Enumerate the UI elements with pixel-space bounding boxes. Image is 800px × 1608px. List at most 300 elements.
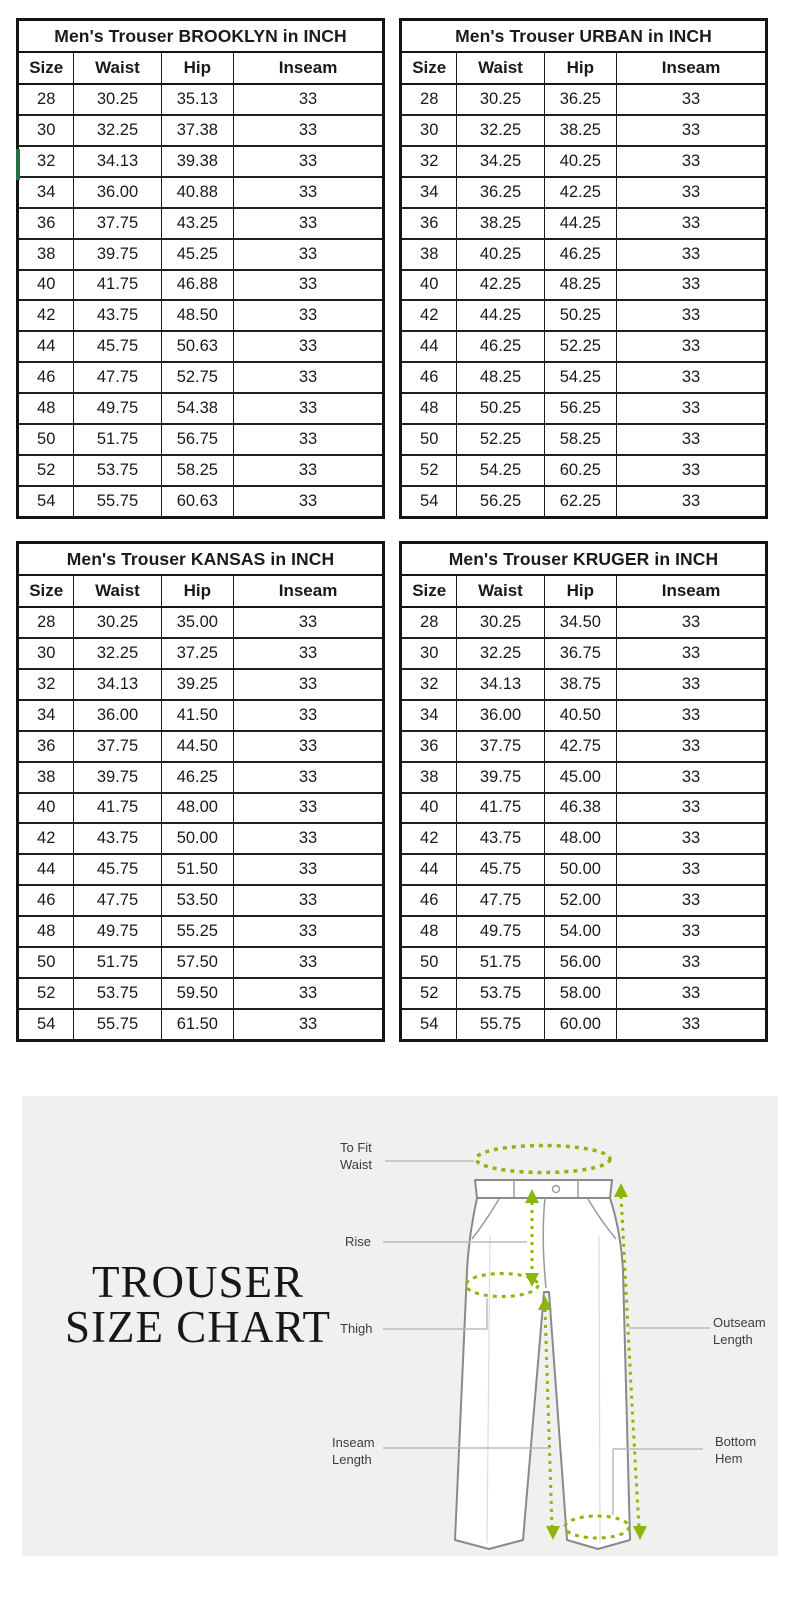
- table-body: [402, 85, 765, 516]
- cell: 33: [616, 85, 765, 114]
- cell: 52: [37, 461, 56, 480]
- cell: 34.13: [73, 147, 160, 176]
- table-row-size-38: [402, 240, 765, 271]
- cell: 32.25: [456, 116, 543, 145]
- cell: 51.75: [73, 948, 160, 977]
- cell: 38: [37, 244, 56, 263]
- cell: 30: [37, 643, 56, 662]
- cell: 60.00: [544, 1010, 617, 1039]
- table-row-size-46: [402, 886, 765, 917]
- cell: 46.25: [161, 763, 234, 792]
- cell: 51.75: [456, 948, 543, 977]
- cell: 33: [616, 178, 765, 207]
- cell: 38: [420, 767, 439, 786]
- table-row-size-50: [402, 948, 765, 979]
- cell: 33: [616, 116, 765, 145]
- cell: 33: [233, 301, 382, 330]
- table-row-size-32: [19, 147, 382, 178]
- cell: 42: [420, 306, 439, 325]
- cell: 28: [420, 89, 439, 108]
- cell: 41.75: [456, 794, 543, 823]
- cell: 33: [233, 948, 382, 977]
- cell: 39.25: [161, 670, 234, 699]
- cell: 33: [233, 85, 382, 114]
- cell: 36: [420, 213, 439, 232]
- cell: 33: [616, 732, 765, 761]
- table-header-row: [402, 576, 765, 608]
- cell: 48: [37, 399, 56, 418]
- cell: 34.25: [456, 147, 543, 176]
- table-row-size-40: [19, 794, 382, 825]
- cell: 35.13: [161, 85, 234, 114]
- cell: 50.25: [456, 394, 543, 423]
- cell: 45.75: [456, 855, 543, 884]
- table-header-row: [19, 576, 382, 608]
- cell: 33: [233, 332, 382, 361]
- table-row-size-54: [19, 487, 382, 516]
- column-header-hip: Hip: [161, 53, 234, 83]
- column-header-inseam: Inseam: [233, 53, 382, 83]
- cell: 43.75: [456, 824, 543, 853]
- table-row-size-34: [19, 701, 382, 732]
- cell: 33: [233, 116, 382, 145]
- cell: 45.00: [544, 763, 617, 792]
- cell: 54: [420, 491, 439, 510]
- cell: 33: [616, 917, 765, 946]
- column-header-size: Size: [412, 581, 447, 600]
- table-row-size-52: [19, 979, 382, 1010]
- cell: 44: [37, 860, 56, 879]
- table-row-size-38: [19, 240, 382, 271]
- table-title-kansas: Men's Trouser KANSAS in INCH: [19, 544, 382, 576]
- table-row-size-32: [402, 147, 765, 178]
- table-row-size-34: [19, 178, 382, 209]
- column-header-inseam: Inseam: [616, 53, 765, 83]
- cell: 50: [37, 953, 56, 972]
- cell: 33: [233, 917, 382, 946]
- cell: 39.75: [456, 763, 543, 792]
- table-body: [402, 608, 765, 1039]
- trouser-waistband: [475, 1180, 612, 1198]
- cell: 48: [37, 922, 56, 941]
- table-row-size-30: [402, 116, 765, 147]
- table-row-size-36: [19, 732, 382, 763]
- cell: 50.00: [161, 824, 234, 853]
- cell: 54.25: [456, 456, 543, 485]
- cell: 50: [420, 953, 439, 972]
- cell: 33: [233, 209, 382, 238]
- cell: 50: [37, 430, 56, 449]
- cell: 40.88: [161, 178, 234, 207]
- cell: 50.00: [544, 855, 617, 884]
- cell: 42: [420, 829, 439, 848]
- cell: 38.75: [544, 670, 617, 699]
- table-row-size-36: [402, 209, 765, 240]
- cell: 33: [233, 456, 382, 485]
- cell: 33: [233, 763, 382, 792]
- cell: 34.13: [73, 670, 160, 699]
- table-row-size-48: [402, 394, 765, 425]
- table-row-size-30: [402, 639, 765, 670]
- cell: 54.25: [544, 363, 617, 392]
- cell: 47.75: [73, 886, 160, 915]
- label-outseam-length: Outseam Length: [713, 1315, 766, 1347]
- cell: 58.00: [544, 979, 617, 1008]
- cell: 56.75: [161, 425, 234, 454]
- cell: 30: [420, 643, 439, 662]
- cell: 33: [233, 886, 382, 915]
- cell: 37.25: [161, 639, 234, 668]
- cell: 32.25: [456, 639, 543, 668]
- label-rise: Rise: [345, 1234, 372, 1249]
- cell: 45.75: [73, 855, 160, 884]
- cell: 48.00: [161, 794, 234, 823]
- cell: 30.25: [456, 85, 543, 114]
- heading-line-1: TROUSER: [91, 1257, 305, 1307]
- table-row-size-40: [402, 794, 765, 825]
- cell: 49.75: [73, 917, 160, 946]
- cell: 59.50: [161, 979, 234, 1008]
- cell: 40: [37, 275, 56, 294]
- cell: 53.75: [73, 979, 160, 1008]
- cell: 32: [420, 674, 439, 693]
- table-row-size-52: [19, 456, 382, 487]
- cell: 43.75: [73, 301, 160, 330]
- cell: 40: [37, 798, 56, 817]
- cell: 33: [233, 855, 382, 884]
- cell: 60.25: [544, 456, 617, 485]
- cell: 62.25: [544, 487, 617, 516]
- cell: 33: [233, 608, 382, 637]
- cell: 56.25: [456, 487, 543, 516]
- cell: 33: [616, 301, 765, 330]
- cell: 36.00: [73, 178, 160, 207]
- table-row-size-34: [402, 178, 765, 209]
- cell: 33: [616, 1010, 765, 1039]
- cell: 53.50: [161, 886, 234, 915]
- table-row-size-40: [19, 271, 382, 302]
- table-row-size-42: [19, 824, 382, 855]
- cell: 33: [233, 979, 382, 1008]
- cell: 49.75: [73, 394, 160, 423]
- cell: 33: [616, 948, 765, 977]
- cell: 32.25: [73, 639, 160, 668]
- cell: 33: [616, 487, 765, 516]
- table-row-size-42: [402, 824, 765, 855]
- cell: 30.25: [73, 608, 160, 637]
- cell: 33: [233, 271, 382, 300]
- cell: 33: [616, 363, 765, 392]
- column-header-waist: Waist: [73, 576, 160, 606]
- cell: 33: [233, 363, 382, 392]
- cell: 47.75: [73, 363, 160, 392]
- cell: 41.75: [73, 794, 160, 823]
- column-header-hip: Hip: [544, 576, 617, 606]
- table-row-size-50: [402, 425, 765, 456]
- cell: 50.25: [544, 301, 617, 330]
- cell: 57.50: [161, 948, 234, 977]
- table-row-size-54: [402, 487, 765, 516]
- trouser-diagram-svg: [22, 1096, 778, 1556]
- cell: 36.00: [456, 701, 543, 730]
- table-row-size-30: [19, 116, 382, 147]
- size-chart-diagram: [22, 1096, 778, 1556]
- cell: 50.63: [161, 332, 234, 361]
- cell: 33: [233, 178, 382, 207]
- table-header-row: [402, 53, 765, 85]
- cell: 52.00: [544, 886, 617, 915]
- table-row-size-30: [19, 639, 382, 670]
- table-row-size-52: [402, 456, 765, 487]
- size-table-brooklyn: [16, 18, 385, 519]
- cell: 46.25: [456, 332, 543, 361]
- table-row-size-28: [402, 85, 765, 116]
- table-row-size-32: [19, 670, 382, 701]
- table-row-size-52: [402, 979, 765, 1010]
- table-row-size-54: [19, 1010, 382, 1039]
- cell: 33: [233, 732, 382, 761]
- cell: 46.88: [161, 271, 234, 300]
- cell: 34.13: [456, 670, 543, 699]
- cell: 48: [420, 399, 439, 418]
- trouser-illustration: [455, 1180, 630, 1549]
- cell: 33: [233, 824, 382, 853]
- column-header-hip: Hip: [544, 53, 617, 83]
- cell: 37.75: [73, 732, 160, 761]
- cell: 33: [616, 824, 765, 853]
- cell: 58.25: [544, 425, 617, 454]
- cell: 61.50: [161, 1010, 234, 1039]
- waist-measure-ellipse: [476, 1146, 610, 1173]
- cell: 46: [420, 368, 439, 387]
- cell: 41.75: [73, 271, 160, 300]
- label-to-fit-waist: To Fit Waist: [340, 1140, 373, 1172]
- table-row-size-40: [402, 271, 765, 302]
- size-table-urban: [399, 18, 768, 519]
- cell: 48.25: [544, 271, 617, 300]
- cell: 42: [37, 306, 56, 325]
- cell: 34: [420, 705, 439, 724]
- column-header-waist: Waist: [73, 53, 160, 83]
- table-row-size-46: [19, 886, 382, 917]
- label-inseam-length: Inseam Length: [332, 1435, 375, 1467]
- cell: 32.25: [73, 116, 160, 145]
- cell: 52: [420, 984, 439, 1003]
- cell: 44.25: [544, 209, 617, 238]
- cell: 43.25: [161, 209, 234, 238]
- cell: 30.25: [456, 608, 543, 637]
- column-header-hip: Hip: [161, 576, 234, 606]
- cell: 42.25: [456, 271, 543, 300]
- column-header-waist: Waist: [456, 576, 543, 606]
- selection-marker: [16, 149, 20, 180]
- table-row-size-34: [402, 701, 765, 732]
- cell: 35.00: [161, 608, 234, 637]
- cell: 36: [420, 736, 439, 755]
- trouser-body: [455, 1198, 630, 1549]
- cell: 52.25: [544, 332, 617, 361]
- cell: 30.25: [73, 85, 160, 114]
- cell: 33: [233, 639, 382, 668]
- cell: 33: [616, 394, 765, 423]
- cell: 46: [37, 891, 56, 910]
- cell: 39.75: [73, 240, 160, 269]
- table-row-size-54: [402, 1010, 765, 1039]
- cell: 34: [37, 705, 56, 724]
- cell: 30: [420, 120, 439, 139]
- cell: 54.38: [161, 394, 234, 423]
- cell: 45.25: [161, 240, 234, 269]
- table-row-size-42: [19, 301, 382, 332]
- cell: 33: [616, 701, 765, 730]
- table-row-size-28: [19, 85, 382, 116]
- cell: 38.25: [456, 209, 543, 238]
- cell: 38.25: [544, 116, 617, 145]
- cell: 41.50: [161, 701, 234, 730]
- table-row-size-28: [402, 608, 765, 639]
- table-row-size-38: [402, 763, 765, 794]
- cell: 58.25: [161, 456, 234, 485]
- cell: 33: [233, 425, 382, 454]
- cell: 55.75: [73, 487, 160, 516]
- cell: 47.75: [456, 886, 543, 915]
- cell: 33: [616, 147, 765, 176]
- cell: 49.75: [456, 917, 543, 946]
- cell: 44.50: [161, 732, 234, 761]
- cell: 52.75: [161, 363, 234, 392]
- heading-line-2: SIZE CHART: [64, 1302, 332, 1353]
- cell: 33: [616, 670, 765, 699]
- cell: 33: [616, 855, 765, 884]
- column-header-size: Size: [29, 581, 64, 600]
- cell: 33: [616, 240, 765, 269]
- label-thigh: Thigh: [340, 1321, 373, 1336]
- cell: 53.75: [456, 979, 543, 1008]
- cell: 33: [233, 794, 382, 823]
- cell: 44: [420, 860, 439, 879]
- cell: 36: [37, 213, 56, 232]
- cell: 53.75: [73, 456, 160, 485]
- cell: 46: [420, 891, 439, 910]
- cell: 55.25: [161, 917, 234, 946]
- cell: 33: [233, 240, 382, 269]
- table-row-size-48: [19, 917, 382, 948]
- table-row-size-28: [19, 608, 382, 639]
- column-header-size: Size: [412, 58, 447, 77]
- table-row-size-48: [19, 394, 382, 425]
- size-table-kruger: [399, 541, 768, 1042]
- cell: 40.25: [544, 147, 617, 176]
- cell: 33: [616, 608, 765, 637]
- cell: 33: [233, 147, 382, 176]
- cell: 34: [420, 182, 439, 201]
- table-row-size-50: [19, 948, 382, 979]
- cell: 55.75: [73, 1010, 160, 1039]
- cell: 48.25: [456, 363, 543, 392]
- cell: 51.50: [161, 855, 234, 884]
- cell: 40.25: [456, 240, 543, 269]
- cell: 52: [420, 461, 439, 480]
- cell: 33: [616, 794, 765, 823]
- cell: 34.50: [544, 608, 617, 637]
- cell: 37.38: [161, 116, 234, 145]
- cell: 34: [37, 182, 56, 201]
- cell: 46.38: [544, 794, 617, 823]
- cell: 52: [37, 984, 56, 1003]
- label-bottom-hem: Bottom Hem: [715, 1434, 757, 1466]
- cell: 33: [616, 425, 765, 454]
- cell: 40: [420, 275, 439, 294]
- table-title-kruger: Men's Trouser KRUGER in INCH: [402, 544, 765, 576]
- table-header-row: [19, 53, 382, 85]
- cell: 33: [616, 639, 765, 668]
- column-header-inseam: Inseam: [616, 576, 765, 606]
- cell: 33: [233, 394, 382, 423]
- cell: 33: [616, 763, 765, 792]
- cell: 44.25: [456, 301, 543, 330]
- cell: 54: [37, 491, 56, 510]
- cell: 33: [616, 979, 765, 1008]
- cell: 52.25: [456, 425, 543, 454]
- table-row-size-44: [19, 855, 382, 886]
- table-body: [19, 608, 382, 1039]
- cell: 38: [37, 767, 56, 786]
- cell: 54: [37, 1014, 56, 1033]
- cell: 45.75: [73, 332, 160, 361]
- table-row-size-36: [19, 209, 382, 240]
- table-row-size-42: [402, 301, 765, 332]
- cell: 55.75: [456, 1010, 543, 1039]
- cell: 28: [37, 89, 56, 108]
- cell: 28: [420, 612, 439, 631]
- cell: 36.25: [456, 178, 543, 207]
- cell: 40.50: [544, 701, 617, 730]
- size-table-kansas: [16, 541, 385, 1042]
- table-row-size-44: [402, 855, 765, 886]
- cell: 48: [420, 922, 439, 941]
- cell: 56.00: [544, 948, 617, 977]
- cell: 48.00: [544, 824, 617, 853]
- cell: 33: [616, 209, 765, 238]
- cell: 42.25: [544, 178, 617, 207]
- cell: 33: [616, 456, 765, 485]
- cell: 43.75: [73, 824, 160, 853]
- cell: 37.75: [456, 732, 543, 761]
- cell: 40: [420, 798, 439, 817]
- cell: 42: [37, 829, 56, 848]
- table-row-size-46: [402, 363, 765, 394]
- cell: 33: [233, 1010, 382, 1039]
- cell: 42.75: [544, 732, 617, 761]
- cell: 50: [420, 430, 439, 449]
- table-row-size-44: [19, 332, 382, 363]
- cell: 32: [37, 674, 56, 693]
- cell: 36.25: [544, 85, 617, 114]
- table-row-size-44: [402, 332, 765, 363]
- table-row-size-48: [402, 917, 765, 948]
- cell: 32: [37, 151, 56, 170]
- cell: 56.25: [544, 394, 617, 423]
- cell: 33: [233, 701, 382, 730]
- cell: 32: [420, 151, 439, 170]
- cell: 33: [616, 886, 765, 915]
- cell: 28: [37, 612, 56, 631]
- cell: 36.75: [544, 639, 617, 668]
- cell: 39.38: [161, 147, 234, 176]
- cell: 46.25: [544, 240, 617, 269]
- cell: 48.50: [161, 301, 234, 330]
- column-header-size: Size: [29, 58, 64, 77]
